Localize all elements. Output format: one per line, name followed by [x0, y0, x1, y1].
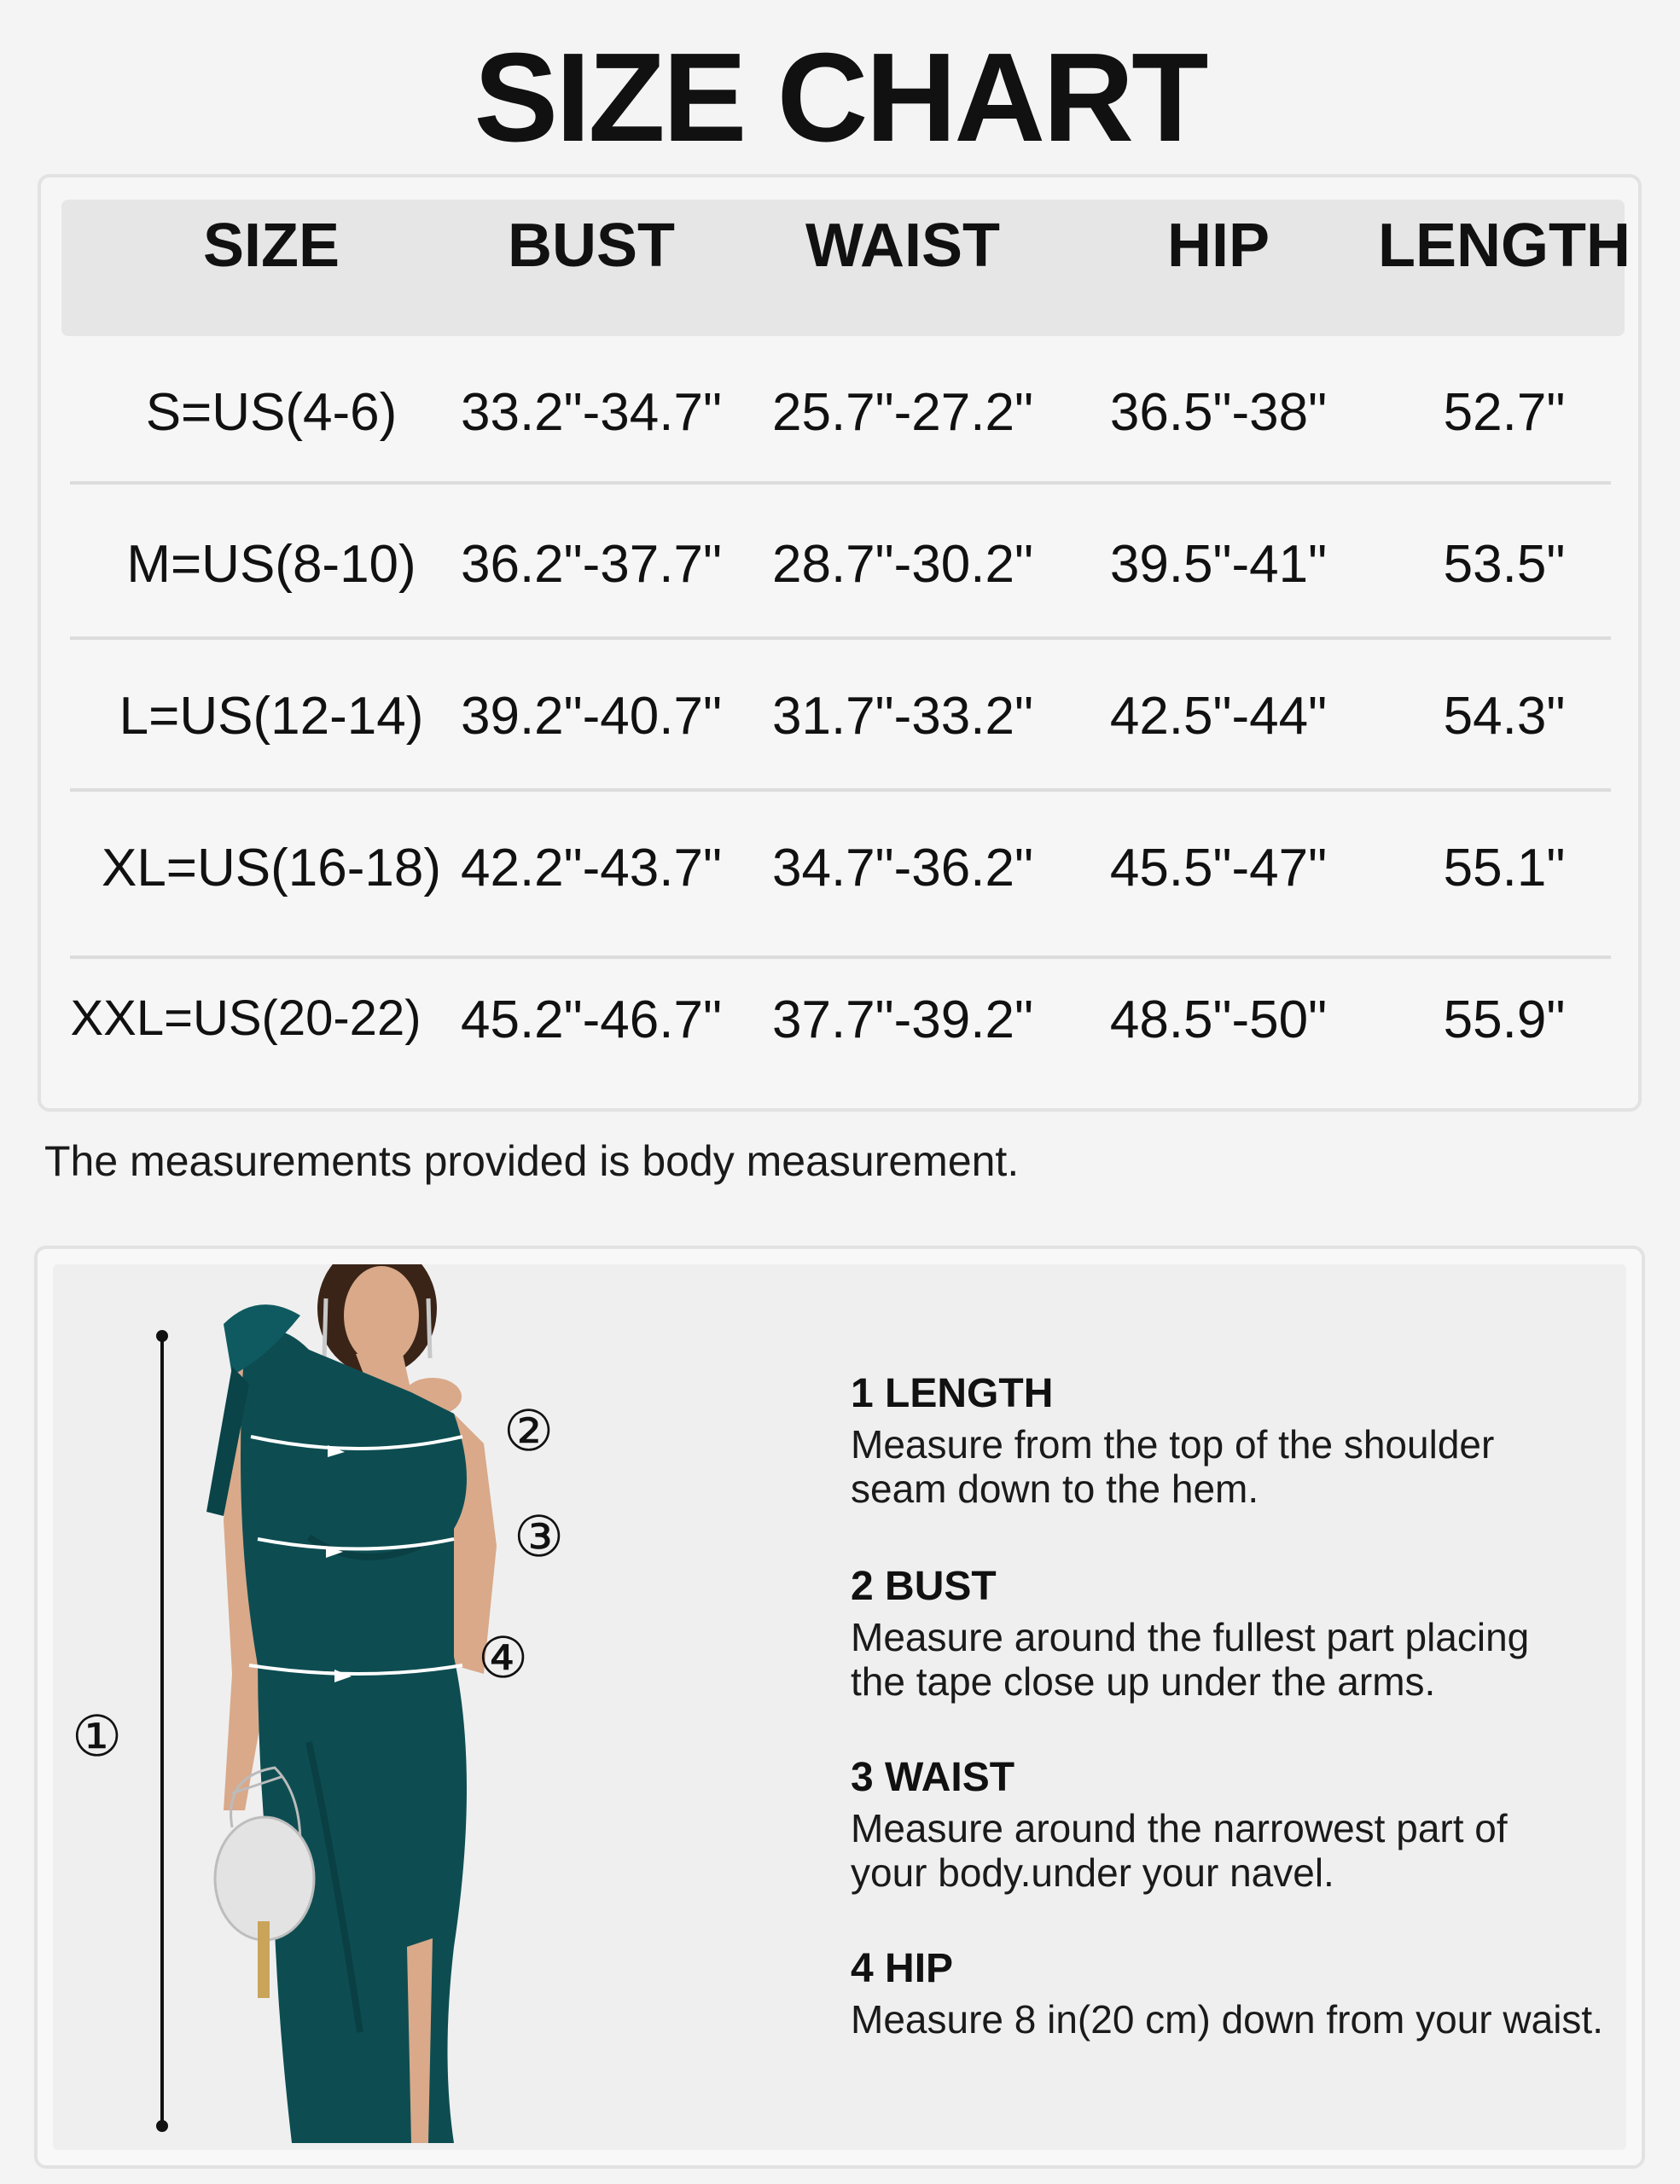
header-hip: HIP [1166, 212, 1270, 280]
marker-length: ① [72, 1705, 123, 1768]
model-illustration [53, 1264, 735, 2150]
cell-hip: 39.5"-41" [1109, 535, 1328, 594]
cell-size: S=US(4-6) [145, 383, 398, 442]
cell-bust: 45.2"-46.7" [460, 990, 722, 1049]
guide-item-bust [851, 1563, 1619, 1704]
guide-text: your body.under your navel. [851, 1850, 1334, 1895]
cell-size: M=US(8-10) [126, 535, 416, 594]
guide-text: seam down to the hem. [851, 1467, 1259, 1511]
cell-bust: 42.2"-43.7" [460, 839, 722, 897]
guide-text: Measure 8 in(20 cm) down from your waist. [851, 1997, 1603, 2042]
cell-waist: 34.7"-36.2" [771, 839, 1033, 897]
measurement-guide [34, 1246, 1645, 2169]
guide-panel [53, 1264, 1626, 2150]
header-bust: BUST [508, 212, 675, 280]
guide-item-length [851, 1370, 1619, 1511]
guide-title: 4 HIP [851, 1946, 954, 1991]
cell-size: L=US(12-14) [119, 687, 424, 746]
guide-title: 3 WAIST [851, 1755, 1015, 1800]
marker-waist: ③ [514, 1505, 565, 1568]
cell-bust: 33.2"-34.7" [460, 383, 722, 442]
cell-bust: 36.2"-37.7" [460, 535, 722, 594]
cell-size: XXL=US(20-22) [70, 990, 421, 1046]
cell-length: 54.3" [1443, 687, 1566, 746]
guide-text: Measure from the top of the shoulder [851, 1422, 1495, 1467]
cell-hip: 36.5"-38" [1109, 383, 1328, 442]
cell-waist: 25.7"-27.2" [771, 383, 1033, 442]
row-divider [70, 481, 1611, 485]
cell-length: 53.5" [1443, 535, 1566, 594]
guide-title: 1 LENGTH [851, 1371, 1054, 1416]
guide-text: Measure around the fullest part placing [851, 1615, 1530, 1659]
header-length: LENGTH [1378, 212, 1631, 280]
header-size: SIZE [202, 212, 340, 280]
guide-text: Measure around the narrowest part of [851, 1806, 1508, 1850]
guide-item-waist [851, 1754, 1619, 1895]
row-divider [70, 788, 1611, 792]
marker-hip: ④ [478, 1626, 529, 1689]
cell-waist: 31.7"-33.2" [771, 687, 1033, 746]
cell-hip: 45.5"-47" [1109, 839, 1328, 897]
cell-waist: 37.7"-39.2" [771, 990, 1033, 1049]
cell-size: XL=US(16-18) [101, 839, 442, 897]
cell-length: 55.9" [1443, 990, 1566, 1049]
size-table [38, 174, 1642, 1112]
guide-text: the tape close up under the arms. [851, 1659, 1436, 1704]
marker-bust: ② [503, 1399, 555, 1462]
cell-hip: 48.5"-50" [1109, 990, 1328, 1049]
header-waist: WAIST [805, 212, 1000, 280]
cell-hip: 42.5"-44" [1109, 687, 1328, 746]
guide-title: 2 BUST [851, 1564, 997, 1609]
row-divider [70, 956, 1611, 959]
cell-waist: 28.7"-30.2" [771, 535, 1033, 594]
guide-item-hip [851, 1945, 1619, 2042]
cell-bust: 39.2"-40.7" [460, 687, 722, 746]
page-title: SIZE CHART [474, 27, 1206, 168]
row-divider [70, 636, 1611, 640]
cell-length: 55.1" [1443, 839, 1566, 897]
measurement-note: The measurements provided is body measurement. [44, 1137, 1020, 1185]
cell-length: 52.7" [1443, 383, 1566, 442]
